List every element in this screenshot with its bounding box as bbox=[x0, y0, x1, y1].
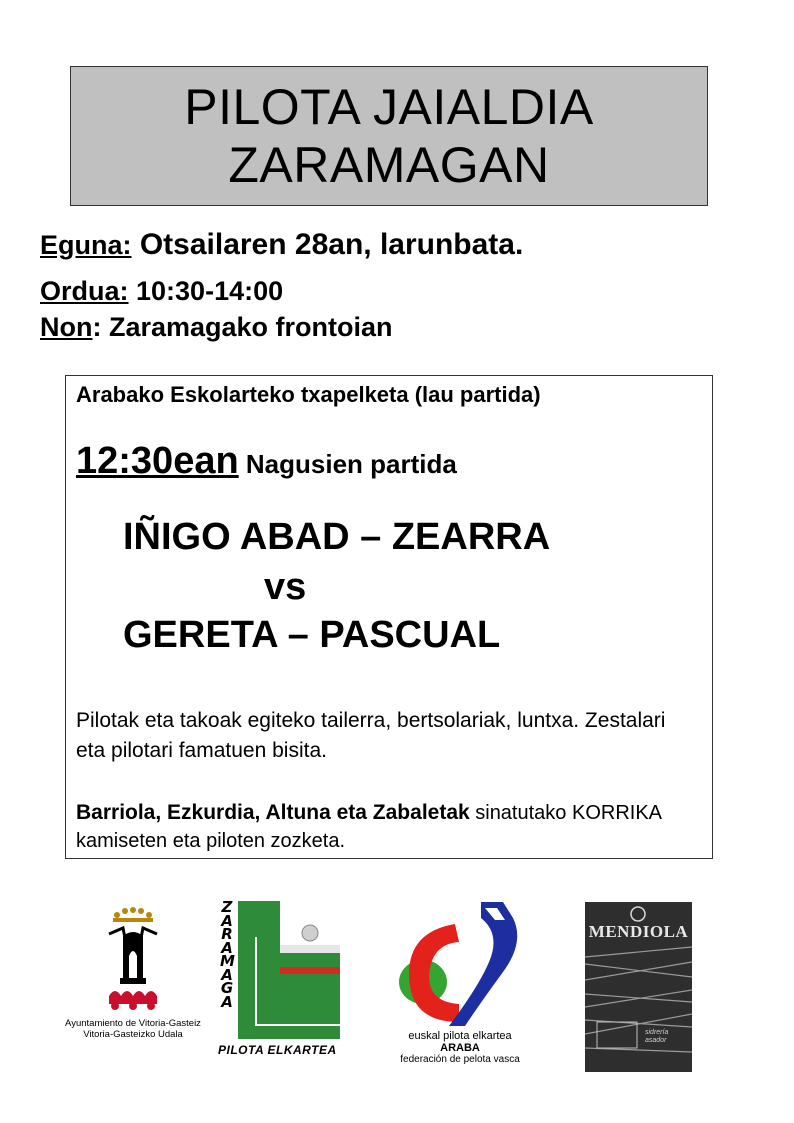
time-line bbox=[40, 276, 283, 307]
activities-text: Pilotak eta takoak egiteko tailerra, bertsolariak, luntxa. Zestalari eta pilotari famatuen bisita. bbox=[76, 709, 666, 762]
league-text: Arabako Eskolarteko txapelketa (lau partida) bbox=[76, 382, 541, 407]
date-value: Otsailaren 28an, larunbata. bbox=[131, 228, 524, 261]
euskal-caption-1: euskal pilota elkartea bbox=[408, 1030, 512, 1042]
zaramaga-caption: PILOTA ELKARTEA bbox=[218, 1043, 337, 1057]
city-crest-icon bbox=[103, 906, 163, 1014]
match-title: Nagusien partida bbox=[238, 449, 457, 479]
euskal-caption-3: federación de pelota vasca bbox=[400, 1054, 520, 1065]
zaramaga-vertical-letters: Z A R A M A G A bbox=[220, 898, 235, 1011]
euskal-caption-2: ARABA bbox=[440, 1042, 480, 1054]
time-value: 10:30-14:00 bbox=[128, 276, 284, 306]
place-line bbox=[40, 312, 393, 343]
mendiola-subtitle: sidrería asador bbox=[645, 1029, 669, 1044]
title-line-2: ZARAMAGAN bbox=[228, 137, 550, 193]
time-label: Ordua: bbox=[40, 276, 129, 306]
raffle-names: Barriola, Ezkurdia, Altuna eta Zabaletak bbox=[76, 801, 470, 824]
team-1: IÑIGO ABAD – ZEARRA bbox=[123, 516, 551, 558]
team-2: GERETA – PASCUAL bbox=[123, 614, 501, 656]
title-line-1: PILOTA JAIALDIA bbox=[184, 79, 594, 135]
match-time-line bbox=[76, 440, 457, 483]
date-line bbox=[40, 228, 523, 262]
raffle-rest: sinatutako KORRIKA kamiseten eta piloten zozketa. bbox=[76, 802, 661, 852]
place-value: : Zaramagako frontoian bbox=[92, 312, 393, 342]
raffle-text bbox=[76, 799, 716, 855]
mendiola-logo bbox=[585, 902, 692, 1072]
euskal-pilota-logo bbox=[385, 898, 535, 1070]
vitoria-gasteiz-logo bbox=[58, 906, 208, 1046]
pelota-federation-icon bbox=[385, 898, 535, 1030]
vitoria-caption-1: Ayuntamiento de Vitoria-Gasteiz bbox=[65, 1018, 201, 1029]
versus-label: vs bbox=[264, 566, 307, 608]
mendiola-title: MENDIOLA bbox=[588, 922, 689, 941]
fronton-court-icon bbox=[218, 897, 353, 1042]
place-label: Non bbox=[40, 312, 93, 342]
zaramaga-logo bbox=[218, 897, 353, 1062]
match-time: 12:30ean bbox=[76, 440, 239, 482]
title-banner bbox=[70, 66, 708, 206]
date-label: Eguna: bbox=[40, 230, 132, 260]
vitoria-caption-2: Vitoria-Gasteizko Udala bbox=[83, 1029, 183, 1040]
event-details-box bbox=[65, 375, 713, 859]
